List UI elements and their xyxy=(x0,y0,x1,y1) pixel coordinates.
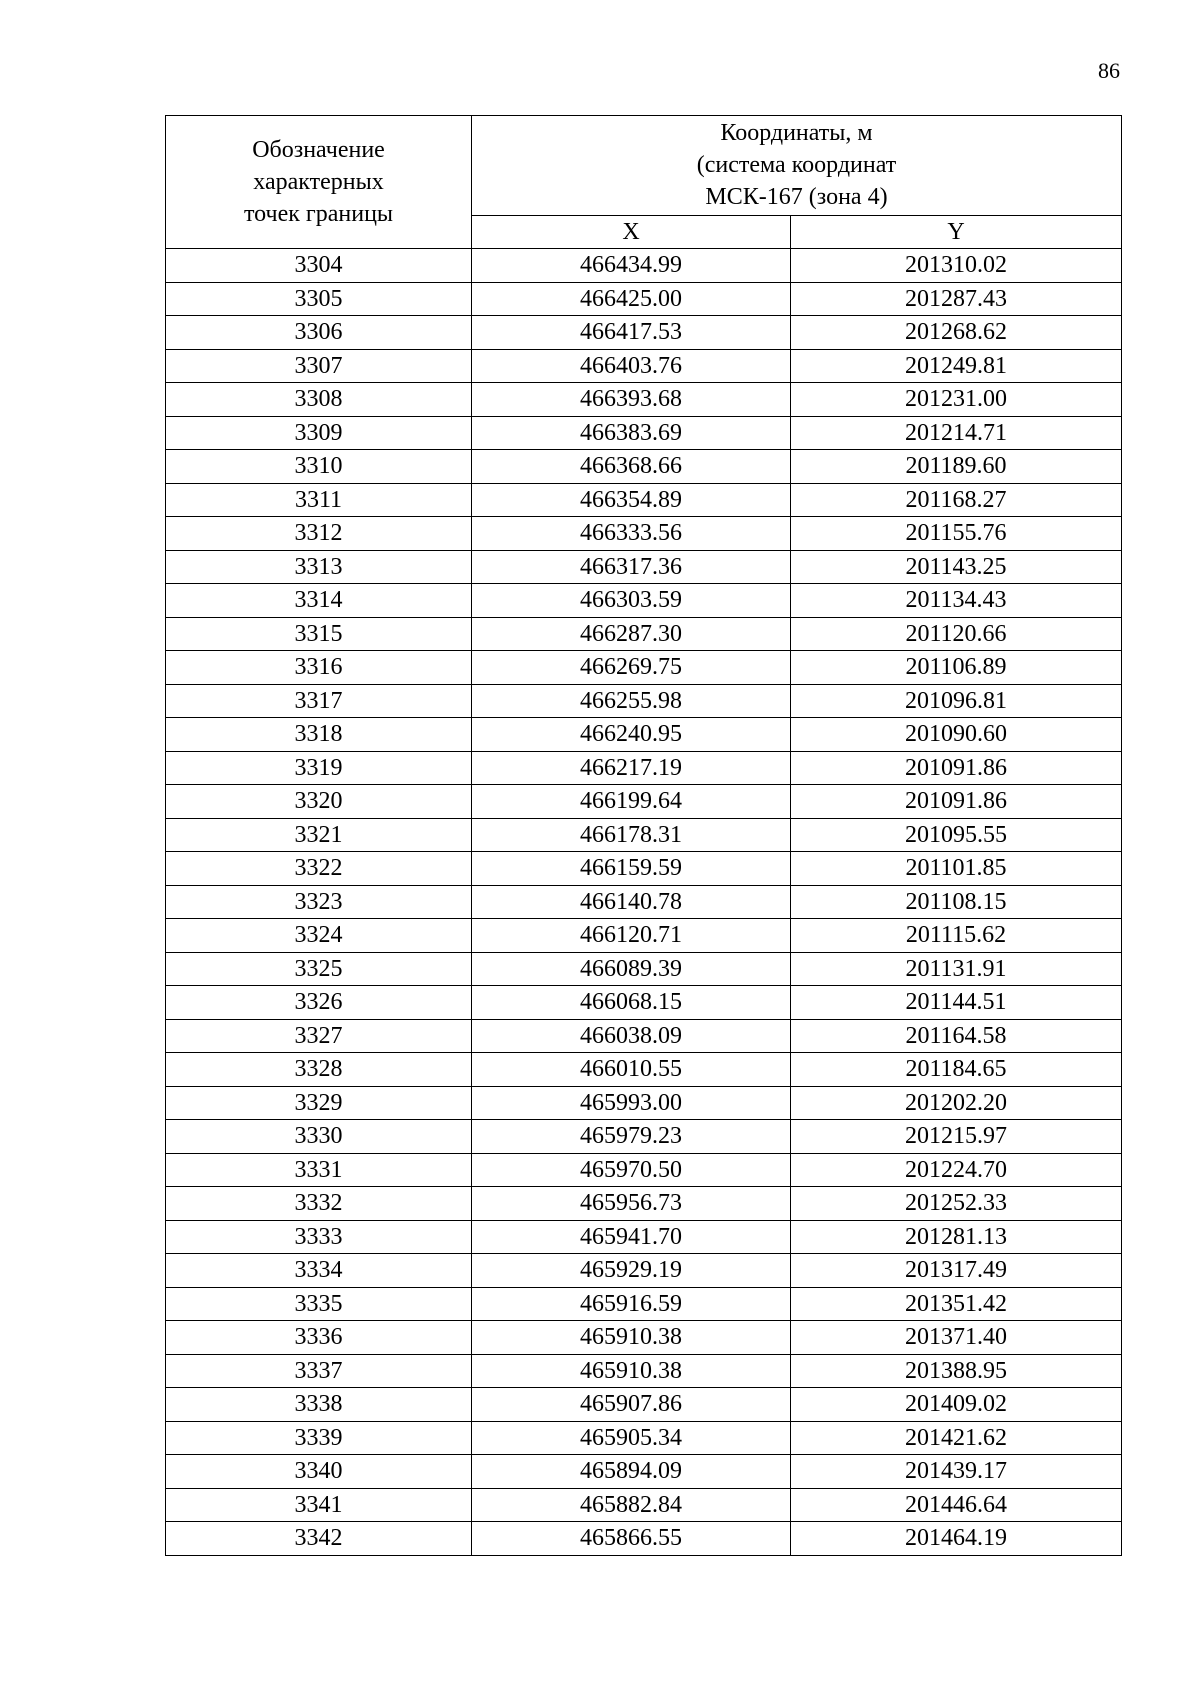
point-id-cell: 3341 xyxy=(166,1488,472,1522)
x-coordinate-cell: 465929.19 xyxy=(472,1254,791,1288)
point-id-cell: 3325 xyxy=(166,952,472,986)
x-coordinate-cell: 466159.59 xyxy=(472,852,791,886)
table-row xyxy=(166,1220,1122,1254)
y-coordinate-cell: 201168.27 xyxy=(791,483,1122,517)
table-row xyxy=(166,1086,1122,1120)
x-coordinate-cell: 466317.36 xyxy=(472,550,791,584)
table-row xyxy=(166,617,1122,651)
point-id-cell: 3310 xyxy=(166,450,472,484)
table-row xyxy=(166,1455,1122,1489)
y-coordinate-cell: 201351.42 xyxy=(791,1287,1122,1321)
table-row xyxy=(166,718,1122,752)
y-coordinate-cell: 201108.15 xyxy=(791,885,1122,919)
point-designation-header: Обозначение характерных точек границы xyxy=(166,116,472,249)
y-coordinate-cell: 201101.85 xyxy=(791,852,1122,886)
point-id-cell: 3309 xyxy=(166,416,472,450)
table-row xyxy=(166,986,1122,1020)
y-coordinate-cell: 201409.02 xyxy=(791,1388,1122,1422)
y-coordinate-cell: 201134.43 xyxy=(791,584,1122,618)
x-coordinate-cell: 466068.15 xyxy=(472,986,791,1020)
y-coordinate-cell: 201091.86 xyxy=(791,751,1122,785)
y-coordinate-cell: 201115.62 xyxy=(791,919,1122,953)
x-coordinate-cell: 465979.23 xyxy=(472,1120,791,1154)
point-id-cell: 3336 xyxy=(166,1321,472,1355)
table-row xyxy=(166,1354,1122,1388)
table-row xyxy=(166,1388,1122,1422)
point-id-cell: 3332 xyxy=(166,1187,472,1221)
coordinates-table xyxy=(165,115,1122,1556)
x-coordinate-cell: 465993.00 xyxy=(472,1086,791,1120)
point-id-cell: 3342 xyxy=(166,1522,472,1556)
point-id-cell: 3321 xyxy=(166,818,472,852)
table-row xyxy=(166,1421,1122,1455)
table-header xyxy=(166,116,1122,249)
point-id-cell: 3306 xyxy=(166,316,472,350)
table-row xyxy=(166,584,1122,618)
y-coordinate-cell: 201268.62 xyxy=(791,316,1122,350)
y-coordinate-cell: 201164.58 xyxy=(791,1019,1122,1053)
point-id-cell: 3329 xyxy=(166,1086,472,1120)
y-coordinate-cell: 201214.71 xyxy=(791,416,1122,450)
point-id-cell: 3322 xyxy=(166,852,472,886)
point-id-cell: 3312 xyxy=(166,517,472,551)
x-coordinate-cell: 465882.84 xyxy=(472,1488,791,1522)
point-id-cell: 3328 xyxy=(166,1053,472,1087)
y-coordinate-cell: 201131.91 xyxy=(791,952,1122,986)
point-id-cell: 3327 xyxy=(166,1019,472,1053)
x-coordinate-cell: 466240.95 xyxy=(472,718,791,752)
point-id-cell: 3304 xyxy=(166,249,472,283)
point-id-cell: 3313 xyxy=(166,550,472,584)
coordinates-header: Координаты, м (система координат МСК-167 (зона 4) xyxy=(472,116,1122,216)
y-coordinate-cell: 201287.43 xyxy=(791,282,1122,316)
x-coordinate-cell: 466199.64 xyxy=(472,785,791,819)
x-coordinate-cell: 465910.38 xyxy=(472,1354,791,1388)
x-coordinate-cell: 465907.86 xyxy=(472,1388,791,1422)
x-column-header: X xyxy=(472,215,791,248)
y-coordinate-cell: 201421.62 xyxy=(791,1421,1122,1455)
table-row xyxy=(166,651,1122,685)
table-row xyxy=(166,316,1122,350)
x-coordinate-cell: 465894.09 xyxy=(472,1455,791,1489)
table-row xyxy=(166,818,1122,852)
table-row xyxy=(166,550,1122,584)
x-coordinate-cell: 466383.69 xyxy=(472,416,791,450)
table-row xyxy=(166,517,1122,551)
point-id-cell: 3337 xyxy=(166,1354,472,1388)
x-coordinate-cell: 465956.73 xyxy=(472,1187,791,1221)
point-id-cell: 3324 xyxy=(166,919,472,953)
y-coordinate-cell: 201439.17 xyxy=(791,1455,1122,1489)
table-row xyxy=(166,751,1122,785)
x-coordinate-cell: 466403.76 xyxy=(472,349,791,383)
table-row xyxy=(166,249,1122,283)
y-coordinate-cell: 201091.86 xyxy=(791,785,1122,819)
y-coordinate-cell: 201371.40 xyxy=(791,1321,1122,1355)
x-coordinate-cell: 465941.70 xyxy=(472,1220,791,1254)
y-coordinate-cell: 201231.00 xyxy=(791,383,1122,417)
y-coordinate-cell: 201310.02 xyxy=(791,249,1122,283)
x-coordinate-cell: 466417.53 xyxy=(472,316,791,350)
point-id-cell: 3338 xyxy=(166,1388,472,1422)
table-row xyxy=(166,1153,1122,1187)
table-row xyxy=(166,785,1122,819)
x-coordinate-cell: 466425.00 xyxy=(472,282,791,316)
y-coordinate-cell: 201388.95 xyxy=(791,1354,1122,1388)
x-coordinate-cell: 466089.39 xyxy=(472,952,791,986)
table-row xyxy=(166,852,1122,886)
point-id-cell: 3335 xyxy=(166,1287,472,1321)
point-id-cell: 3314 xyxy=(166,584,472,618)
point-id-cell: 3320 xyxy=(166,785,472,819)
table-row xyxy=(166,1187,1122,1221)
point-id-cell: 3323 xyxy=(166,885,472,919)
point-id-cell: 3311 xyxy=(166,483,472,517)
point-id-cell: 3319 xyxy=(166,751,472,785)
point-id-cell: 3317 xyxy=(166,684,472,718)
y-coordinate-cell: 201252.33 xyxy=(791,1187,1122,1221)
table-row xyxy=(166,1254,1122,1288)
table-row xyxy=(166,483,1122,517)
x-coordinate-cell: 466120.71 xyxy=(472,919,791,953)
table-row xyxy=(166,1019,1122,1053)
table-row xyxy=(166,919,1122,953)
point-id-cell: 3326 xyxy=(166,986,472,1020)
x-coordinate-cell: 466010.55 xyxy=(472,1053,791,1087)
y-coordinate-cell: 201202.20 xyxy=(791,1086,1122,1120)
y-coordinate-cell: 201155.76 xyxy=(791,517,1122,551)
x-coordinate-cell: 465970.50 xyxy=(472,1153,791,1187)
point-id-cell: 3330 xyxy=(166,1120,472,1154)
table-row xyxy=(166,349,1122,383)
table-row xyxy=(166,282,1122,316)
table-row xyxy=(166,383,1122,417)
point-id-cell: 3334 xyxy=(166,1254,472,1288)
y-coordinate-cell: 201096.81 xyxy=(791,684,1122,718)
table-row xyxy=(166,1120,1122,1154)
y-coordinate-cell: 201224.70 xyxy=(791,1153,1122,1187)
x-coordinate-cell: 466038.09 xyxy=(472,1019,791,1053)
point-id-cell: 3333 xyxy=(166,1220,472,1254)
page-number: 86 xyxy=(1098,58,1120,83)
table-row xyxy=(166,885,1122,919)
table-row xyxy=(166,684,1122,718)
y-coordinate-cell: 201095.55 xyxy=(791,818,1122,852)
header-row-top xyxy=(166,116,1122,216)
point-id-cell: 3340 xyxy=(166,1455,472,1489)
table-row xyxy=(166,952,1122,986)
point-id-cell: 3339 xyxy=(166,1421,472,1455)
y-coordinate-cell: 201144.51 xyxy=(791,986,1122,1020)
x-coordinate-cell: 465916.59 xyxy=(472,1287,791,1321)
x-coordinate-cell: 466217.19 xyxy=(472,751,791,785)
x-coordinate-cell: 466434.99 xyxy=(472,249,791,283)
table-row xyxy=(166,450,1122,484)
y-column-header: Y xyxy=(791,215,1122,248)
table-row xyxy=(166,1522,1122,1556)
y-coordinate-cell: 201189.60 xyxy=(791,450,1122,484)
x-coordinate-cell: 466354.89 xyxy=(472,483,791,517)
x-coordinate-cell: 466368.66 xyxy=(472,450,791,484)
y-coordinate-cell: 201143.25 xyxy=(791,550,1122,584)
y-coordinate-cell: 201446.64 xyxy=(791,1488,1122,1522)
point-id-cell: 3305 xyxy=(166,282,472,316)
point-id-cell: 3307 xyxy=(166,349,472,383)
y-coordinate-cell: 201215.97 xyxy=(791,1120,1122,1154)
point-id-cell: 3331 xyxy=(166,1153,472,1187)
x-coordinate-cell: 466269.75 xyxy=(472,651,791,685)
y-coordinate-cell: 201317.49 xyxy=(791,1254,1122,1288)
x-coordinate-cell: 466287.30 xyxy=(472,617,791,651)
x-coordinate-cell: 466393.68 xyxy=(472,383,791,417)
point-id-cell: 3316 xyxy=(166,651,472,685)
x-coordinate-cell: 465910.38 xyxy=(472,1321,791,1355)
point-id-cell: 3308 xyxy=(166,383,472,417)
table-row xyxy=(166,416,1122,450)
y-coordinate-cell: 201249.81 xyxy=(791,349,1122,383)
point-id-cell: 3315 xyxy=(166,617,472,651)
x-coordinate-cell: 465905.34 xyxy=(472,1421,791,1455)
table-row xyxy=(166,1287,1122,1321)
table-body xyxy=(166,249,1122,1556)
x-coordinate-cell: 466303.59 xyxy=(472,584,791,618)
point-id-cell: 3318 xyxy=(166,718,472,752)
y-coordinate-cell: 201090.60 xyxy=(791,718,1122,752)
x-coordinate-cell: 465866.55 xyxy=(472,1522,791,1556)
table-row xyxy=(166,1053,1122,1087)
x-coordinate-cell: 466140.78 xyxy=(472,885,791,919)
x-coordinate-cell: 466333.56 xyxy=(472,517,791,551)
y-coordinate-cell: 201464.19 xyxy=(791,1522,1122,1556)
y-coordinate-cell: 201184.65 xyxy=(791,1053,1122,1087)
table-row xyxy=(166,1488,1122,1522)
x-coordinate-cell: 466178.31 xyxy=(472,818,791,852)
table-row xyxy=(166,1321,1122,1355)
x-coordinate-cell: 466255.98 xyxy=(472,684,791,718)
y-coordinate-cell: 201281.13 xyxy=(791,1220,1122,1254)
y-coordinate-cell: 201120.66 xyxy=(791,617,1122,651)
y-coordinate-cell: 201106.89 xyxy=(791,651,1122,685)
